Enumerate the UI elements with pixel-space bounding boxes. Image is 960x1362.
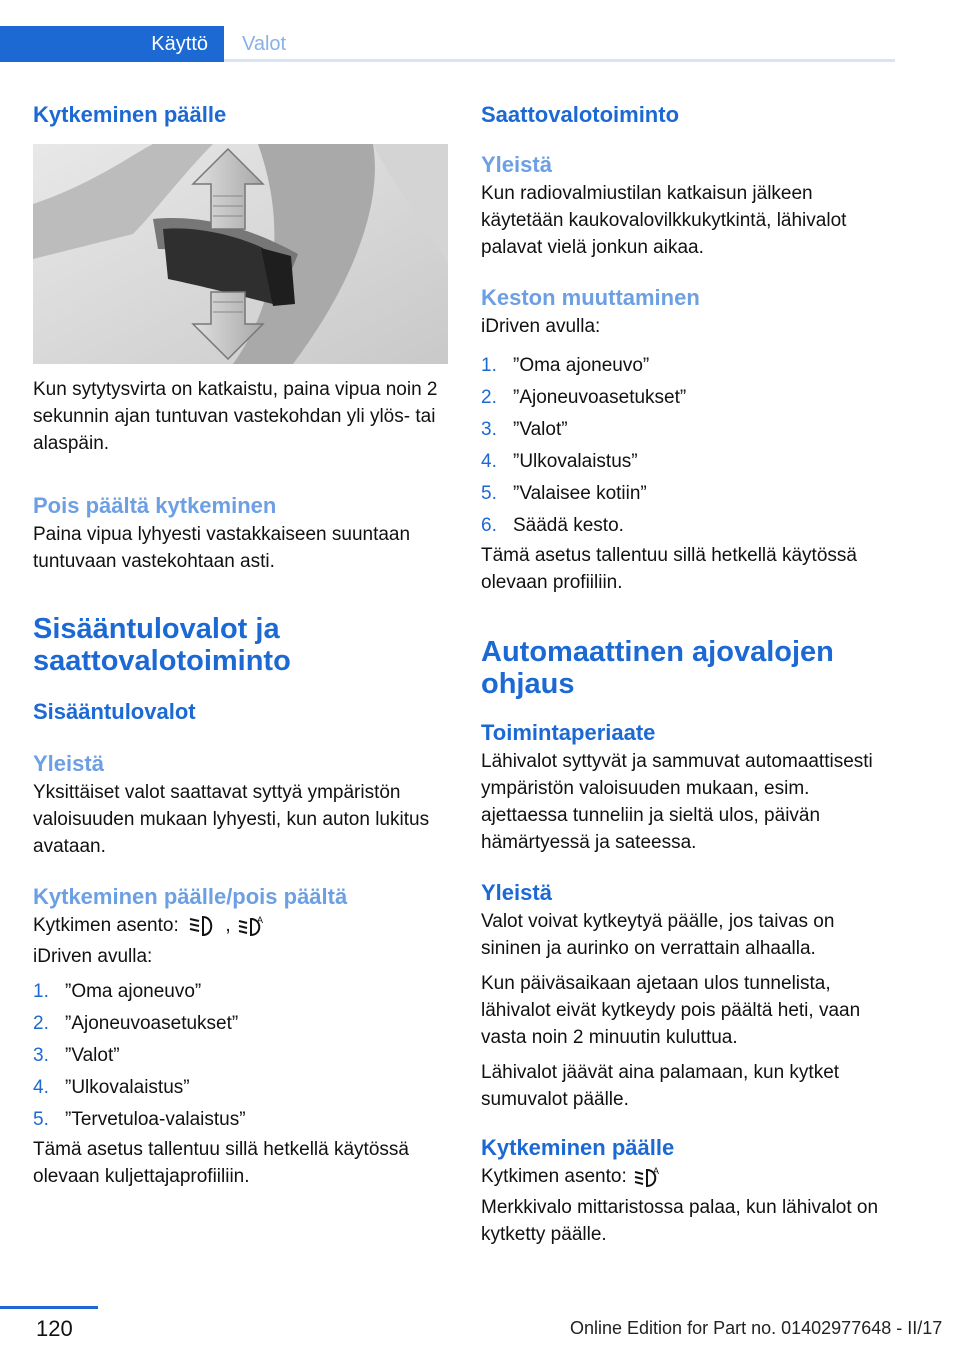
- list-item: 3. ”Valot”: [481, 419, 568, 440]
- text-switch-position: [33, 912, 448, 939]
- heading-general: Yleistä: [33, 751, 104, 776]
- heading-switch-on-right: Kytkeminen päälle: [481, 1135, 675, 1160]
- list-item: 4. ”Ulkovalaistus”: [33, 1077, 190, 1098]
- svg-text:A: A: [256, 914, 263, 925]
- heading-change-duration: Keston muuttaminen: [481, 285, 700, 310]
- tab-valot[interactable]: Valot: [224, 26, 895, 62]
- right-column: [481, 100, 896, 1248]
- text-idrive-right: iDriven avulla:: [481, 316, 601, 337]
- list-item: 6. Säädä kesto.: [481, 515, 624, 536]
- lever-figure: [33, 144, 448, 364]
- auto-light-icon: [632, 1164, 664, 1190]
- left-column: [33, 100, 448, 1190]
- text-switch-position-right: [481, 1163, 896, 1190]
- heading-switch-off: Pois päältä kytkeminen: [33, 493, 277, 518]
- text-switch-off: Paina vipua lyhyesti vastakkaiseen suuntaan tuntuvaan vastekohtaan asti.: [33, 524, 411, 572]
- text-saved-left: Tämä asetus tallentuu sillä hetkellä käytössä olevaan kuljettajaprofiiliin.: [33, 1139, 409, 1187]
- list-item: 5. ”Tervetuloa-valaistus”: [33, 1109, 246, 1130]
- text-saved-right: Tämä asetus tallentuu sillä hetkellä käytössä olevaan profiiliin.: [481, 545, 857, 593]
- list-item: 2. ”Ajoneuvoasetukset”: [481, 387, 687, 408]
- heading-follow-me-home: Saattovalotoiminto: [481, 102, 680, 127]
- heading-general-right: Yleistä: [481, 152, 552, 177]
- text-general-right: Kun radiovalmiustilan katkaisun jälkeen käytetään kaukovalovilkkukytkintä, lähivalot palavat vielä jonkun aikaa.: [481, 183, 847, 258]
- switch-position-label: Kytkimen asento:: [481, 1166, 627, 1187]
- heading-switch-on: Kytkeminen päälle: [33, 102, 227, 127]
- lever-illustration: [33, 144, 448, 364]
- steps-right: [481, 350, 896, 542]
- list-item: 1. ”Oma ajoneuvo”: [33, 981, 202, 1002]
- heading-on-off: Kytkeminen päälle/pois päältä: [33, 884, 348, 909]
- heading-auto-headlight: Automaattinen ajovalojen ohjaus: [481, 636, 834, 700]
- page-number: 120: [36, 1316, 73, 1341]
- auto-light-icon: [236, 913, 268, 939]
- heading-principle: Toimintaperiaate: [481, 720, 656, 745]
- text-general-1: Valot voivat kytkeytyä päälle, jos taivas on sininen ja aurinko on verrattain alhaalla.: [481, 911, 835, 959]
- svg-text:A: A: [653, 1165, 660, 1176]
- footer-accent-line: [0, 1306, 98, 1309]
- comma: ,: [225, 915, 231, 936]
- heading-welcome-lights: Sisääntulovalot: [33, 699, 196, 724]
- switch-position-label: Kytkimen asento:: [33, 915, 179, 936]
- text-general-3: Lähivalot jäävät aina palamaan, kun kytket sumuvalot päälle.: [481, 1062, 840, 1110]
- text-indicator: Merkkivalo mittaristossa palaa, kun lähivalot on kytketty päälle.: [481, 1197, 879, 1245]
- heading-welcome-follow: Sisääntulovalot ja saattovalotoiminto: [33, 613, 291, 677]
- text-general: Yksittäiset valot saattavat syttyä ympäristön valoisuuden mukaan lyhyesti, kun auton lukitus avataan.: [33, 782, 430, 857]
- steps-left: [33, 976, 448, 1136]
- text-switch-on: Kun sytytysvirta on katkaistu, paina vipua noin 2 sekunnin ajan tuntuvan vastekohdan yli ylös- tai alaspäin.: [33, 379, 438, 454]
- header-tabs: [0, 26, 895, 62]
- list-item: 5. ”Valaisee kotiin”: [481, 483, 647, 504]
- list-item: 3. ”Valot”: [33, 1045, 120, 1066]
- tab-underline: [224, 59, 895, 62]
- text-principle: Lähivalot syttyvät ja sammuvat automaattisesti ympäristön valoisuuden mukaan, esim. ajettaessa tunneliin ja sieltä ulos, päivän hämärtyessä ja sateessa.: [481, 751, 873, 853]
- text-general-2: Kun päiväsaikaan ajetaan ulos tunnelista, lähivalot eivät kytkeydy pois päältä heti, vaan vasta noin 2 minuutin kuluttua.: [481, 973, 861, 1048]
- text-idrive: iDriven avulla:: [33, 946, 153, 967]
- list-item: 1. ”Oma ajoneuvo”: [481, 355, 650, 376]
- edition-text: Online Edition for Part no. 01402977648 - II/17: [570, 1318, 943, 1338]
- list-item: 4. ”Ulkovalaistus”: [481, 451, 638, 472]
- heading-general-auto: Yleistä: [481, 880, 552, 905]
- tab-kaytto[interactable]: Käyttö: [0, 26, 224, 62]
- list-item: 2. ”Ajoneuvoasetukset”: [33, 1013, 239, 1034]
- low-beam-icon: [184, 913, 220, 939]
